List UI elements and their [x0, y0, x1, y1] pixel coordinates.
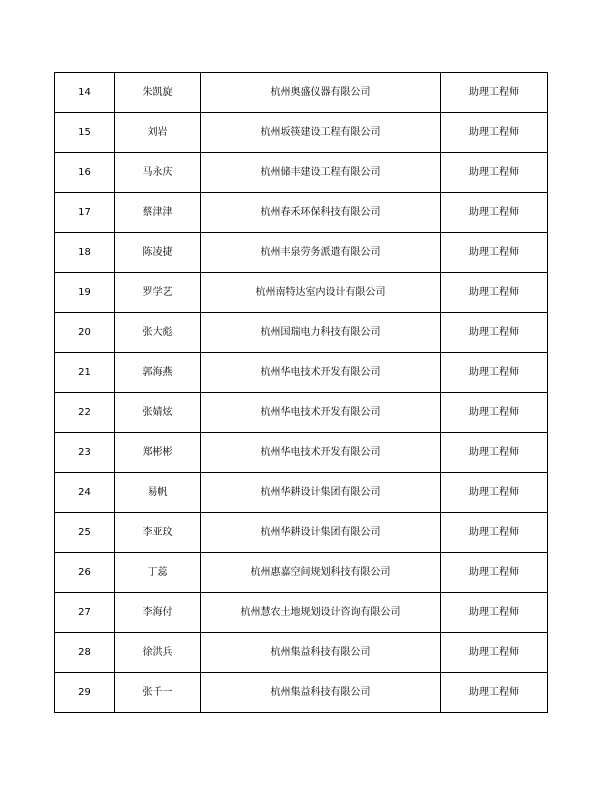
- job-title-cell: 助理工程师: [441, 593, 548, 633]
- table-row: [55, 113, 548, 153]
- table-row: [55, 193, 548, 233]
- serial-number-cell: 27: [55, 593, 115, 633]
- job-title-cell: 助理工程师: [441, 193, 548, 233]
- table-row: [55, 353, 548, 393]
- person-name-cell: 郑彬彬: [115, 433, 201, 473]
- serial-number-cell: 25: [55, 513, 115, 553]
- serial-number-cell: 16: [55, 153, 115, 193]
- company-cell: 杭州华电技术开发有限公司: [201, 353, 441, 393]
- roster-table: [54, 72, 548, 713]
- serial-number-cell: 18: [55, 233, 115, 273]
- person-name-cell: 张婧炫: [115, 393, 201, 433]
- serial-number-cell: 14: [55, 73, 115, 113]
- company-cell: 杭州国瑞电力科技有限公司: [201, 313, 441, 353]
- serial-number-cell: 19: [55, 273, 115, 313]
- company-cell: 杭州华耕设计集团有限公司: [201, 513, 441, 553]
- company-cell: 杭州华耕设计集团有限公司: [201, 473, 441, 513]
- serial-number-cell: 17: [55, 193, 115, 233]
- job-title-cell: 助理工程师: [441, 113, 548, 153]
- job-title-cell: 助理工程师: [441, 273, 548, 313]
- person-name-cell: 丁蕊: [115, 553, 201, 593]
- table-row: [55, 553, 548, 593]
- serial-number-cell: 29: [55, 673, 115, 713]
- person-name-cell: 朱凯旋: [115, 73, 201, 113]
- table-row: [55, 73, 548, 113]
- table-row: [55, 313, 548, 353]
- job-title-cell: 助理工程师: [441, 553, 548, 593]
- job-title-cell: 助理工程师: [441, 313, 548, 353]
- table-row: [55, 633, 548, 673]
- roster-table-body: [55, 73, 548, 713]
- serial-number-cell: 20: [55, 313, 115, 353]
- serial-number-cell: 28: [55, 633, 115, 673]
- company-cell: 杭州储丰建设工程有限公司: [201, 153, 441, 193]
- serial-number-cell: 24: [55, 473, 115, 513]
- job-title-cell: 助理工程师: [441, 73, 548, 113]
- job-title-cell: 助理工程师: [441, 393, 548, 433]
- job-title-cell: 助理工程师: [441, 153, 548, 193]
- table-row: [55, 513, 548, 553]
- person-name-cell: 郭海燕: [115, 353, 201, 393]
- person-name-cell: 罗学艺: [115, 273, 201, 313]
- person-name-cell: 易帆: [115, 473, 201, 513]
- serial-number-cell: 21: [55, 353, 115, 393]
- person-name-cell: 徐洪兵: [115, 633, 201, 673]
- company-cell: 杭州坂筷建设工程有限公司: [201, 113, 441, 153]
- company-cell: 杭州慧农土地规划设计咨询有限公司: [201, 593, 441, 633]
- company-cell: 杭州惠嘉空间规划科技有限公司: [201, 553, 441, 593]
- job-title-cell: 助理工程师: [441, 433, 548, 473]
- serial-number-cell: 26: [55, 553, 115, 593]
- company-cell: 杭州华电技术开发有限公司: [201, 393, 441, 433]
- table-row: [55, 673, 548, 713]
- person-name-cell: 蔡津津: [115, 193, 201, 233]
- person-name-cell: 张千一: [115, 673, 201, 713]
- person-name-cell: 张大彪: [115, 313, 201, 353]
- table-row: [55, 593, 548, 633]
- company-cell: 杭州丰泉劳务派遣有限公司: [201, 233, 441, 273]
- table-row: [55, 473, 548, 513]
- company-cell: 杭州奥盛仪器有限公司: [201, 73, 441, 113]
- company-cell: 杭州华电技术开发有限公司: [201, 433, 441, 473]
- serial-number-cell: 15: [55, 113, 115, 153]
- table-row: [55, 273, 548, 313]
- job-title-cell: 助理工程师: [441, 473, 548, 513]
- company-cell: 杭州南特达室内设计有限公司: [201, 273, 441, 313]
- person-name-cell: 李海付: [115, 593, 201, 633]
- company-cell: 杭州集益科技有限公司: [201, 673, 441, 713]
- job-title-cell: 助理工程师: [441, 673, 548, 713]
- person-name-cell: 李亚玟: [115, 513, 201, 553]
- person-name-cell: 刘岩: [115, 113, 201, 153]
- company-cell: 杭州集益科技有限公司: [201, 633, 441, 673]
- job-title-cell: 助理工程师: [441, 513, 548, 553]
- job-title-cell: 助理工程师: [441, 233, 548, 273]
- person-name-cell: 马永庆: [115, 153, 201, 193]
- table-row: [55, 153, 548, 193]
- serial-number-cell: 22: [55, 393, 115, 433]
- person-name-cell: 陈凌捷: [115, 233, 201, 273]
- company-cell: 杭州春禾环保科技有限公司: [201, 193, 441, 233]
- table-row: [55, 433, 548, 473]
- table-row: [55, 233, 548, 273]
- table-row: [55, 393, 548, 433]
- serial-number-cell: 23: [55, 433, 115, 473]
- job-title-cell: 助理工程师: [441, 633, 548, 673]
- job-title-cell: 助理工程师: [441, 353, 548, 393]
